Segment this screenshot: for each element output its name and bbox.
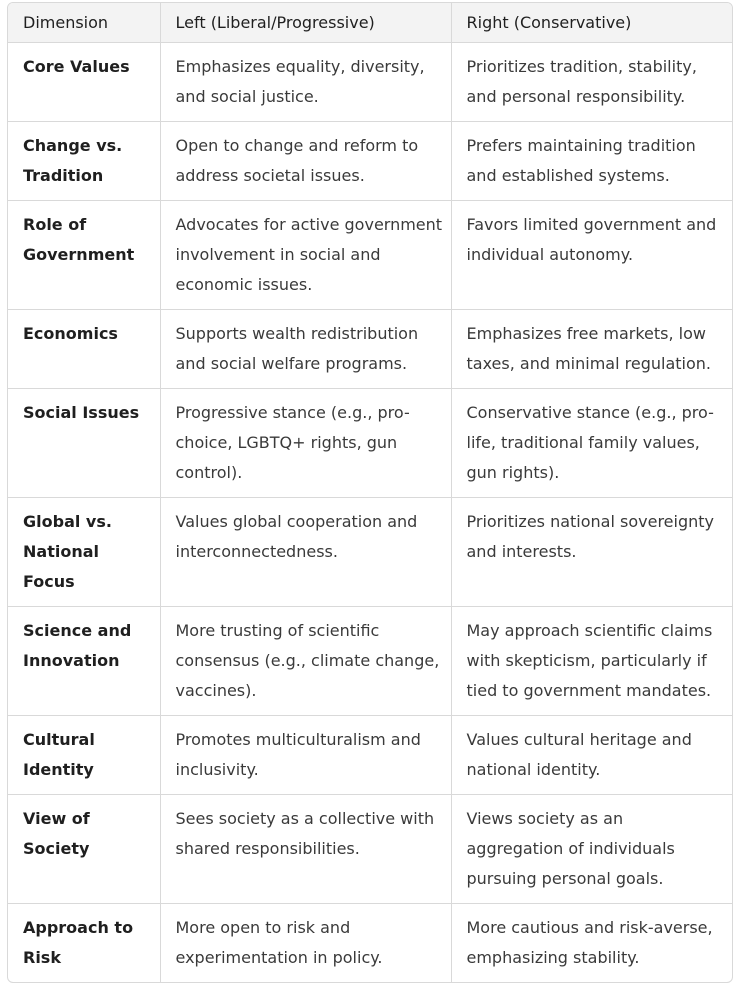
cell-left: More trusting of scientific consensus (e.g., climate change, vaccines).: [160, 607, 451, 716]
cell-dimension: Cultural Identity: [8, 716, 160, 795]
cell-left: Promotes multiculturalism and inclusivity.: [160, 716, 451, 795]
cell-left: More open to risk and experimentation in policy.: [160, 904, 451, 983]
header-right: Right (Conservative): [451, 3, 732, 43]
cell-dimension: Global vs. National Focus: [8, 498, 160, 607]
cell-right: Prefers maintaining tradition and established systems.: [451, 122, 732, 201]
comparison-table: [7, 2, 733, 983]
table-row: [8, 310, 732, 389]
comparison-table-grid: [8, 3, 732, 982]
cell-dimension: Core Values: [23, 57, 130, 76]
cell-left: Values global cooperation and interconnectedness.: [160, 498, 451, 607]
cell-right: Prioritizes tradition, stability, and personal responsibility.: [451, 43, 732, 122]
table-row: [8, 607, 732, 716]
cell-left: Supports wealth redistribution and social welfare programs.: [160, 310, 451, 389]
cell-dimension: Social Issues: [8, 389, 160, 498]
header-dimension: Dimension: [8, 3, 160, 43]
table-body: [8, 43, 732, 983]
cell-left: Advocates for active government involvement in social and economic issues.: [160, 201, 451, 310]
header-left: Left (Liberal/Progressive): [160, 3, 451, 43]
cell-left: Progressive stance (e.g., pro-choice, LGBTQ+ rights, gun control).: [160, 389, 451, 498]
cell-left: Emphasizes equality, diversity, and social justice.: [160, 43, 451, 122]
cell-left: Sees society as a collective with shared responsibilities.: [160, 795, 451, 904]
cell-left: Open to change and reform to address societal issues.: [160, 122, 451, 201]
table-header: [8, 3, 732, 43]
cell-dimension: Role of Government: [8, 201, 160, 310]
cell-right: Values cultural heritage and national identity.: [451, 716, 732, 795]
table-row: [8, 201, 732, 310]
table-row: [8, 716, 732, 795]
table-row: [8, 498, 732, 607]
table-row: [8, 389, 732, 498]
cell-dimension: Change vs. Tradition: [8, 122, 160, 201]
cell-right: Emphasizes free markets, low taxes, and minimal regulation.: [451, 310, 732, 389]
cell-right: Favors limited government and individual autonomy.: [451, 201, 732, 310]
table-row: [8, 904, 732, 983]
cell-right: Views society as an aggregation of individuals pursuing personal goals.: [451, 795, 732, 904]
cell-dimension: Science and Innovation: [8, 607, 160, 716]
cell-right: Conservative stance (e.g., pro-life, traditional family values, gun rights).: [451, 389, 732, 498]
cell-right: Prioritizes national sovereignty and interests.: [451, 498, 732, 607]
cell-right: May approach scientific claims with skepticism, particularly if tied to government mandates.: [451, 607, 732, 716]
table-row: [8, 122, 732, 201]
cell-dimension: View of Society: [8, 795, 160, 904]
cell-right: More cautious and risk-averse, emphasizing stability.: [451, 904, 732, 983]
cell-dimension: Approach to Risk: [8, 904, 160, 983]
table-row: [8, 43, 732, 122]
header-row: [8, 3, 732, 43]
table-row: [8, 795, 732, 904]
cell-dimension: Economics: [8, 310, 160, 389]
